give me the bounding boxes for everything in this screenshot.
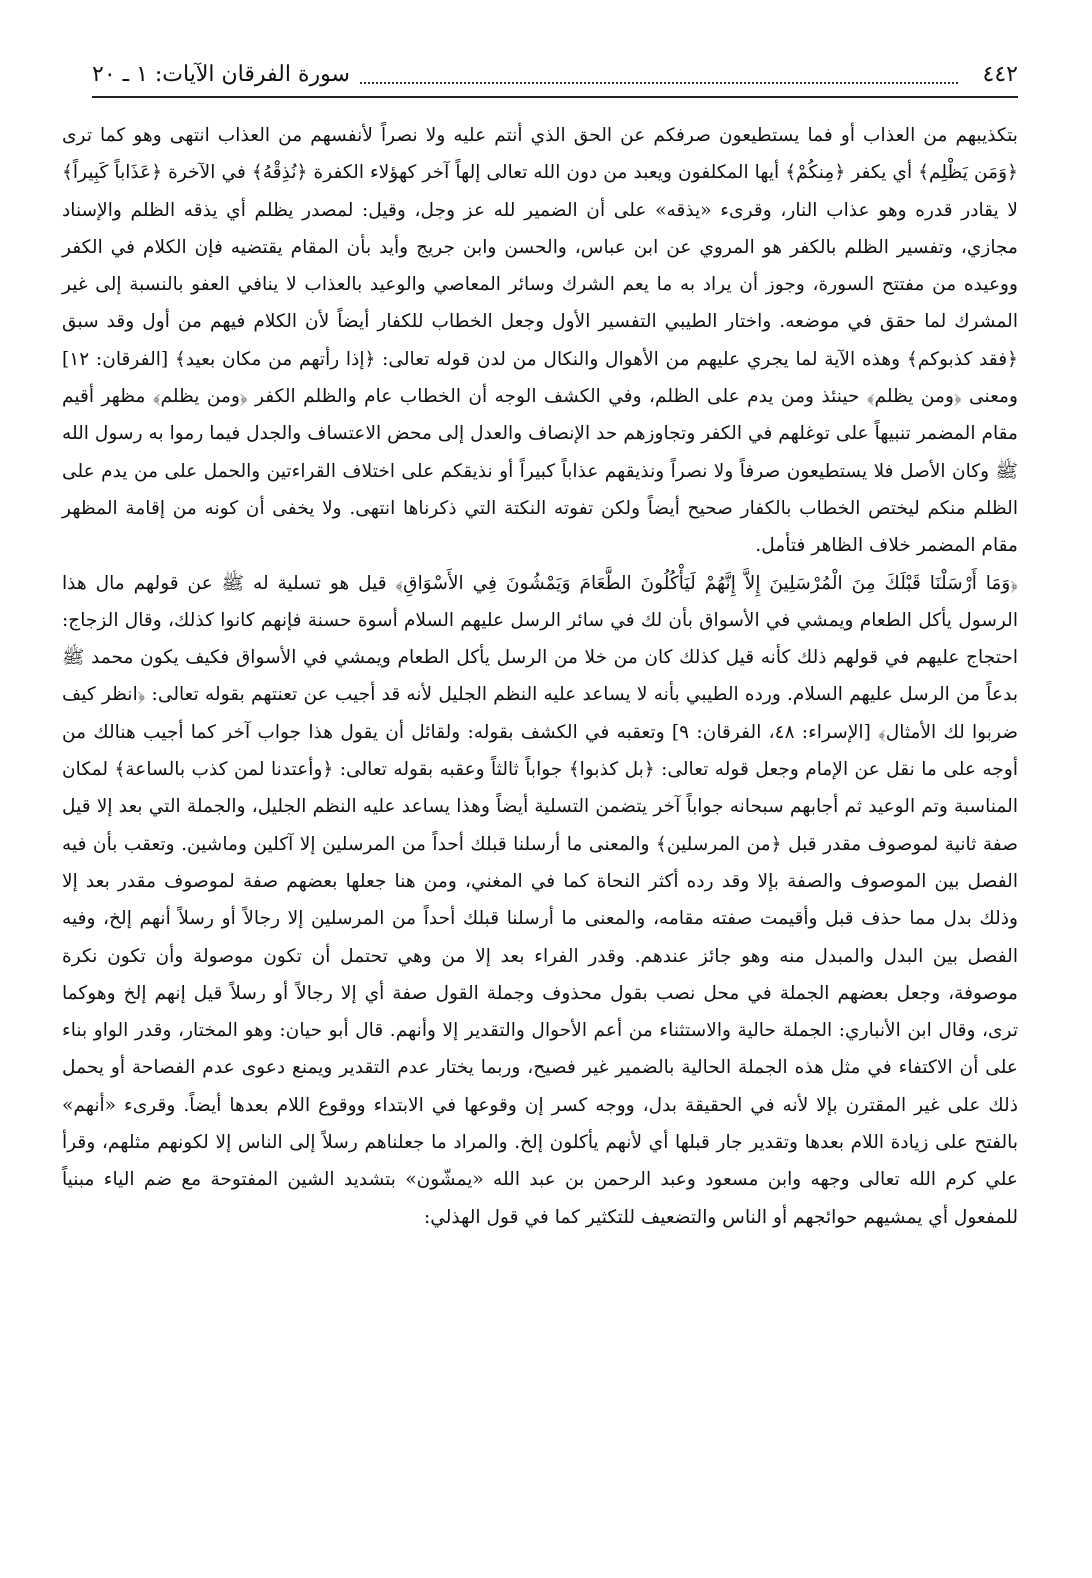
document-body xyxy=(62,117,1018,1236)
page-header xyxy=(92,60,1018,98)
page-number: ٤٤٢ xyxy=(982,62,1018,87)
running-title: سورة الفرقان الآيات: ١ ـ ٢٠ xyxy=(92,62,358,87)
paragraph: بتكذيبهم من العذاب أو فما يستطيعون صرفكم عن الحق الذي أنتم عليه ولا نصراً لأنفسهم من العذاب انتهى وهو كما ترى ﴿وَمَن يَظْلِم﴾ أي يكفر ﴿مِنكُمْ﴾ أيها المكلفون ويعبد من دون الله تعالى إلهاً آخر كهؤلاء الكفرة ﴿نُذِقْهُ﴾ في الآخرة ﴿عَذَاباً كَبِيراً﴾ لا يقادر قدره وهو عذاب النار، وقرىء «يذقه» على أن الضمير لله عز وجل، وقيل: لمصدر يظلم أي يذقه الظلم والإسناد مجازي، وتفسير الظلم بالكفر هو المروي عن ابن عباس، والحسن وابن جريج وأيد بأن المقام يقتضيه فإن الكلام في الكفر ووعيده من مفتتح السورة، وجوز أن يراد به ما يعم الشرك وسائر المعاصي والوعيد بالعذاب لا ينافي العفو بالنسبة إلى غير المشرك لما حقق في موضعه. واختار الطيبي التفسير الأول وجعل الخطاب للكفار أيضاً لأن الكلام فيهم من أول وقد سبق ﴿فقد كذبوكم﴾ وهذه الآية لما يجري عليهم من الأهوال والنكال من لدن قوله تعالى: ﴿إذا رأتهم من مكان بعيد﴾ [الفرقان: ١٢] ومعنى ﴿ومن يظلم﴾ حينئذ ومن يدم على الظلم، وفي الكشف الوجه أن الخطاب عام والظلم الكفر ﴿ومن يظلم﴾ مظهر أقيم مقام المضمر تنبيهاً على توغلهم في الكفر وتجاوزهم حد الإنصاف والعدل إلى محض الاعتساف والجدل فيما رموا به رسول الله ﷺ وكان الأصل فلا يستطيعون صرفاً ولا نصراً ونذيقهم عذاباً كبيراً أو نذيقكم على اختلاف القراءتين والحمل على من يدم على الظلم منكم ليختص الخطاب بالكفار صحيح أيضاً ولكن تفوته النكتة التي ذكرناها انتهى. ولا يخفى أن كونه من إقامة المظهر مقام المضمر خلاف الظاهر فتأمل. xyxy=(62,125,1018,557)
header-dotted-leader xyxy=(292,72,958,84)
paragraph: ﴿وَمَا أَرْسَلْنَا قَبْلَكَ مِنَ الْمُرْسَلِينَ إِلاَّ إِنَّهُمْ لَيَأْكُلُونَ الطَّعَامَ وَيَمْشُونَ فِي الأَسْوَاقِ﴾ قيل هو تسلية له ﷺ عن قولهم مال هذا الرسول يأكل الطعام ويمشي في الأسواق بأن لك في سائر الرسل عليهم السلام أسوة حسنة فإنهم كانوا كذلك، وقال الزجاج: احتجاج عليهم في قولهم ذلك كأنه قيل كذلك كان من خلا من الرسل يأكل الطعام ويمشي في الأسواق فكيف يكون محمد ﷺ بدعاً من الرسل عليهم السلام. ورده الطيبي بأنه لا يساعد عليه النظم الجليل لأنه قد أجيب عن تعنتهم بقوله تعالى: ﴿انظر كيف ضربوا لك الأمثال﴾ [الإسراء: ٤٨، الفرقان: ٩] وتعقبه في الكشف بقوله: ولقائل أن يقول هذا جواب آخر كما أجيب هنالك من أوجه على ما نقل عن الإمام وجعل قوله تعالى: ﴿بل كذبوا﴾ جواباً ثالثاً وعقبه بقوله تعالى: ﴿وأعتدنا لمن كذب بالساعة﴾ لمكان المناسبة وتم الوعيد ثم أجابهم سبحانه جواباً آخر يتضمن التسلية أيضاً وهذا يساعد عليه النظم الجليل، والجملة التي بعد إلا قيل صفة ثانية لموصوف مقدر قبل ﴿من المرسلين﴾ والمعنى ما أرسلنا قبلك أحداً من المرسلين إلا آكلين وماشين. وتعقب بأن فيه الفصل بين الموصوف والصفة بإلا وقد رده أكثر النحاة كما في المغني، ومن هنا جعلها بعضهم صفة لموصوف مقدر بعد إلا وذلك بدل مما حذف قبل وأقيمت صفته مقامه، والمعنى ما أرسلنا قبلك أحداً من المرسلين إلا رجالاً أو رسلاً أنهم إلخ، وفيه الفصل بين البدل والمبدل منه وهو جائز عندهم. وقدر الفراء بعد إلا من وهي تحتمل أن تكون موصولة وأن تكون نكرة موصوفة، وجعل بعضهم الجملة في محل نصب بقول محذوف وجملة القول صفة أي إلا رجالاً أو رسلاً قيل إنهم إلخ وهوكما ترى، وقال ابن الأنباري: الجملة حالية والاستثناء من أعم الأحوال والتقدير إلا وأنهم. قال أبو حيان: وهو المختار، وقدر الواو بناء على أن الاكتفاء في مثل هذه الجملة الحالية بالضمير غير فصيح، وربما يختار عدم التقدير ويمنع دعوى عدم الفصاحة أو يحمل ذلك على غير المقترن بإلا لأنه في الحقيقة بدل، ووجه كسر إن وقوعها في الابتداء ووقوع اللام بعدها أيضاً. وقرىء «أنهم» بالفتح على زيادة اللام بعدها وتقدير جار قبلها أي لأنهم يأكلون إلخ. والمراد ما جعلناهم رسلاً إلى الناس إلا لكونهم مثلهم، وقرأ علي كرم الله تعالى وجهه وابن مسعود وعبد الرحمن بن عبد الله «يمشّون» بتشديد الشين المفتوحة مع ضم الياء مبنياً للمفعول أي يمشيهم حوائجهم أو الناس والتضعيف للتكثير كما في قول الهذلي: xyxy=(62,572,1019,1228)
